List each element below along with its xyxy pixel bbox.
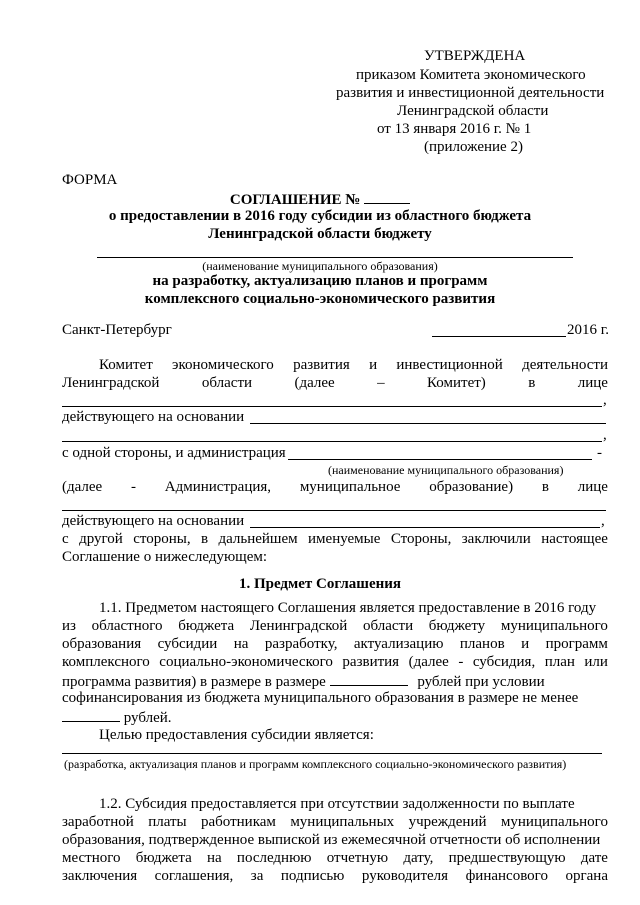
approval-line-5: (приложение 2) bbox=[424, 139, 523, 155]
word: лице bbox=[577, 375, 608, 391]
approval-line-1: приказом Комитета экономического bbox=[356, 67, 586, 83]
approval-title: УТВЕРЖДЕНА bbox=[424, 48, 526, 64]
word: органа bbox=[565, 868, 608, 884]
year: 2016 г. bbox=[567, 322, 609, 338]
word: бюджету bbox=[428, 618, 486, 634]
word: муниципального bbox=[500, 618, 608, 634]
word: в bbox=[200, 531, 209, 547]
p1-line-5 bbox=[62, 672, 545, 692]
word: - bbox=[458, 654, 464, 670]
word: руководителя bbox=[361, 868, 449, 884]
goal-caption: (разработка, актуализация планов и программ комплексного социально-экономического развития) bbox=[64, 757, 567, 771]
word: и bbox=[369, 357, 378, 373]
word: Комитет bbox=[99, 357, 153, 373]
word: (далее bbox=[62, 479, 103, 495]
word: деятельности bbox=[522, 357, 608, 373]
approval-line-4: от 13 января 2016 г. № 1 bbox=[377, 121, 532, 137]
word: муниципальных bbox=[290, 814, 395, 830]
word: другой bbox=[79, 531, 123, 547]
p2-line-4 bbox=[62, 850, 608, 868]
word: предшествующую bbox=[448, 850, 566, 866]
word: заработной bbox=[62, 814, 134, 830]
representative-line bbox=[62, 406, 602, 407]
preamble-line-1 bbox=[99, 357, 608, 375]
word: развития bbox=[293, 357, 350, 373]
word: Администрация, bbox=[164, 479, 272, 495]
word: настоящее bbox=[541, 531, 608, 547]
word: за bbox=[250, 868, 264, 884]
approval-line-3: Ленинградской области bbox=[397, 103, 549, 119]
word: соглашения, bbox=[154, 868, 234, 884]
word: лице bbox=[577, 479, 608, 495]
administration-line bbox=[288, 459, 592, 460]
word: или bbox=[584, 654, 608, 670]
preamble-line-7 bbox=[62, 479, 608, 497]
agreement-subtitle-4: комплексного социально-экономического развития bbox=[144, 291, 496, 307]
city: Санкт-Петербург bbox=[62, 322, 172, 338]
word: программ bbox=[545, 636, 608, 652]
word: на bbox=[233, 636, 249, 652]
word: на bbox=[206, 850, 222, 866]
word: субсидия, bbox=[472, 654, 536, 670]
word: дальнейшем bbox=[218, 531, 298, 547]
basis-label-2: действующего на основании bbox=[62, 513, 245, 529]
p1-line-6: софинансирования из бюджета муниципального образования в размере не менее bbox=[62, 690, 579, 706]
admin-representative-line bbox=[62, 510, 606, 511]
word: дату, bbox=[403, 850, 434, 866]
agreement-title bbox=[0, 190, 640, 210]
word: разработку, bbox=[264, 636, 338, 652]
subsidy-amount-blank bbox=[330, 672, 408, 686]
word: последнюю bbox=[236, 850, 312, 866]
word: Ленинградской bbox=[62, 375, 160, 391]
p2-line-1: 1.2. Субсидия предоставляется при отсутствии задолженности по выплате bbox=[99, 796, 575, 812]
word: план bbox=[544, 654, 575, 670]
word: планов bbox=[459, 636, 505, 652]
agreement-subtitle-1: о предоставлении в 2016 году субсидии из областного бюджета bbox=[108, 208, 532, 224]
municipality-caption: (наименование муниципального образования) bbox=[202, 259, 438, 273]
goal-label: Целью предоставления субсидии является: bbox=[99, 727, 374, 743]
basis-comma: , bbox=[603, 427, 607, 443]
approval-line-2: развития и инвестиционной деятельности bbox=[336, 85, 605, 101]
word: подписью bbox=[280, 868, 345, 884]
word: социально-экономического bbox=[159, 654, 333, 670]
basis-comma-2: , bbox=[601, 513, 605, 529]
word: заключения bbox=[62, 868, 138, 884]
word: в bbox=[528, 375, 536, 391]
section-1-heading: 1. Предмет Соглашения bbox=[238, 576, 402, 592]
word: отчетную bbox=[326, 850, 389, 866]
preamble-line-11: Соглашение о нижеследующем: bbox=[62, 549, 268, 565]
word: местного bbox=[62, 850, 121, 866]
word: Комитет) bbox=[427, 375, 486, 391]
date-blank bbox=[432, 336, 566, 337]
p1-line-7 bbox=[62, 708, 172, 728]
p1-line-1: 1.1. Предметом настоящего Соглашения является предоставление в 2016 году bbox=[99, 600, 597, 616]
basis-line-1 bbox=[250, 423, 606, 424]
p1-line-7-text: рублей. bbox=[123, 710, 172, 726]
word: (далее bbox=[294, 375, 335, 391]
word: стороны, bbox=[133, 531, 191, 547]
word: Стороны, bbox=[390, 531, 452, 547]
word: муниципального bbox=[500, 814, 608, 830]
goal-line bbox=[62, 753, 602, 754]
word: с bbox=[62, 531, 69, 547]
word: муниципальное bbox=[299, 479, 401, 495]
preamble-line-10 bbox=[62, 531, 608, 549]
cofinancing-amount-blank bbox=[62, 708, 120, 722]
word: именуемые bbox=[308, 531, 381, 547]
word: - bbox=[130, 479, 136, 495]
word: учреждений bbox=[408, 814, 487, 830]
p2-line-2 bbox=[62, 814, 608, 832]
word: экономического bbox=[172, 357, 274, 373]
basis-line-3 bbox=[250, 527, 600, 528]
other-party-label: с одной стороны, и администрация bbox=[62, 445, 286, 461]
p1-line-2 bbox=[62, 618, 608, 636]
word: образования bbox=[62, 636, 142, 652]
agreement-subtitle-3: на разработку, актуализацию планов и программ bbox=[152, 273, 488, 289]
word: – bbox=[377, 375, 385, 391]
form-label: ФОРМА bbox=[62, 172, 118, 188]
basis-label-1: действующего на основании bbox=[62, 409, 245, 425]
word: бюджета bbox=[178, 618, 235, 634]
word: области bbox=[362, 618, 414, 634]
agreement-subtitle-2: Ленинградской области бюджету bbox=[208, 226, 432, 242]
p1-line-5-text-b: рублей при условии bbox=[417, 674, 545, 690]
p2-line-5 bbox=[62, 868, 608, 886]
preamble-line-2 bbox=[62, 375, 608, 393]
word: дате bbox=[580, 850, 608, 866]
word: из bbox=[62, 618, 76, 634]
agreement-title-text: СОГЛАШЕНИЕ № bbox=[229, 192, 361, 208]
word: в bbox=[541, 479, 549, 495]
word: платы bbox=[148, 814, 187, 830]
word: инвестиционной bbox=[396, 357, 503, 373]
word: бюджета bbox=[135, 850, 192, 866]
word: образование) bbox=[429, 479, 514, 495]
word: субсидии bbox=[157, 636, 218, 652]
p2-line-3: образования, подтвержденное выпиской из ежемесячной отчетности об исполнении bbox=[62, 832, 601, 848]
word: области bbox=[201, 375, 253, 391]
representative-comma: , bbox=[603, 392, 607, 408]
word: Ленинградской bbox=[249, 618, 348, 634]
p1-line-5-text-a: программа развития) в размере в размере bbox=[62, 674, 326, 690]
p1-line-3 bbox=[62, 636, 608, 654]
word: финансового bbox=[465, 868, 548, 884]
agreement-number-blank bbox=[364, 190, 410, 204]
word: работникам bbox=[201, 814, 276, 830]
word: комплексного bbox=[62, 654, 150, 670]
word: и bbox=[521, 636, 530, 652]
municipality-caption-2: (наименование муниципального образования) bbox=[328, 463, 564, 477]
p1-line-4 bbox=[62, 654, 608, 672]
basis-line-2 bbox=[62, 441, 602, 442]
word: областного bbox=[91, 618, 163, 634]
word: (далее bbox=[408, 654, 449, 670]
word: развития bbox=[342, 654, 400, 670]
administration-dash: - bbox=[597, 445, 602, 461]
word: заключили bbox=[461, 531, 531, 547]
word: актуализацию bbox=[353, 636, 444, 652]
